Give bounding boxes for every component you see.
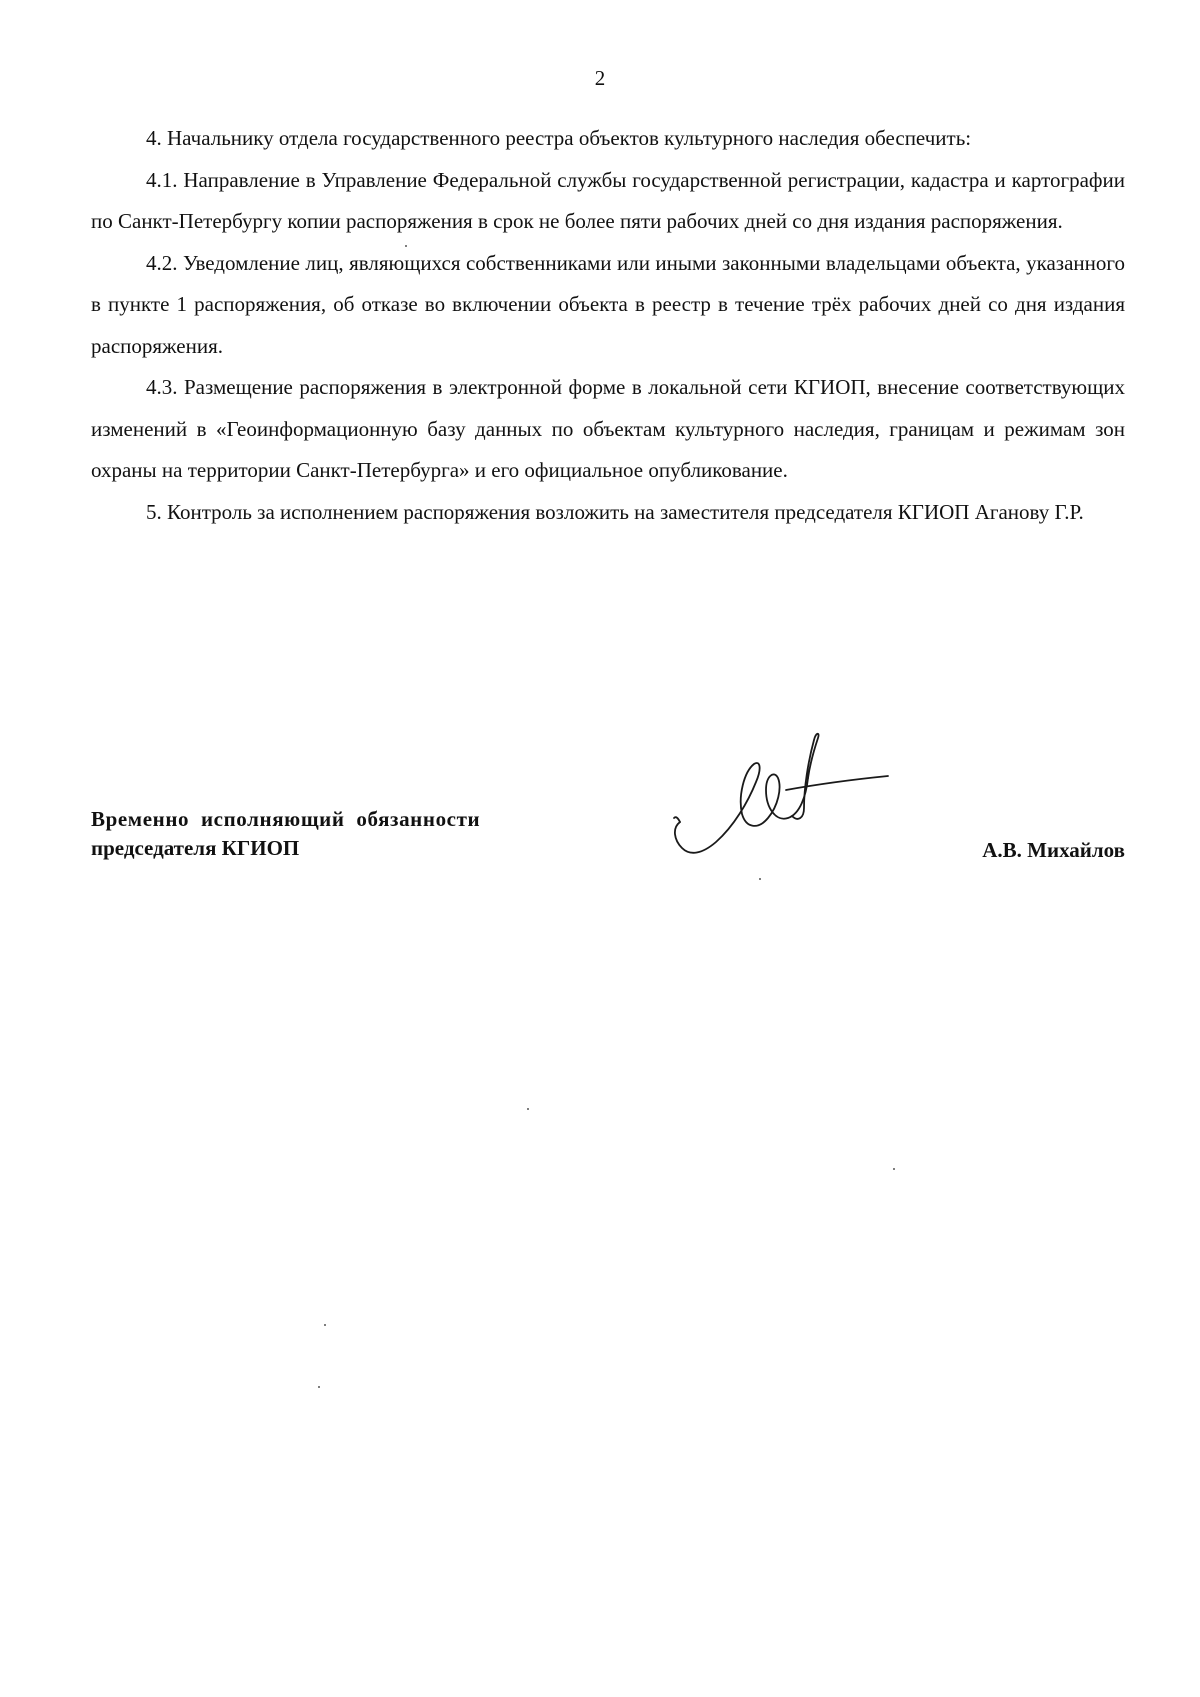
paragraph-4-3: 4.3. Размещение распоряжения в электронной форме в локальной сети КГИОП, внесение соответствующих изменений в «Геоинформационную базу данных по объектам культурного наследия, границам и режимам зон охраны на территории Санкт-Петербурга» и его официальное опубликование.: [91, 375, 1125, 482]
signature-icon: [668, 730, 898, 880]
paragraph-4: 4. Начальнику отдела государственного реестра объектов культурного наследия обеспечить:: [146, 126, 972, 150]
signature-block: [91, 805, 1125, 905]
signer-name: А.В. Михайлов: [982, 838, 1125, 862]
scan-speck: [527, 1108, 529, 1110]
scan-speck: [318, 1386, 320, 1388]
scan-speck: [405, 245, 407, 247]
page-number: 2: [594, 66, 606, 90]
signer-title: [91, 805, 531, 863]
paragraph-4-2: 4.2. Уведомление лиц, являющихся собственниками или иными законными владельцами объекта, указанного в пункте 1 распоряжения, об отказе во включении объекта в реестр в течение трёх рабочих дней со дня издания распоряжения.: [91, 250, 1125, 358]
document-body: [91, 118, 1125, 533]
scan-speck: [759, 878, 761, 880]
signer-title-line2: председателя КГИОП: [91, 836, 300, 860]
scan-speck: [893, 1168, 895, 1170]
paragraph-5: 5. Контроль за исполнением распоряжения возложить на заместителя председателя КГИОП Аганову Г.Р.: [146, 499, 1084, 524]
scan-speck: [324, 1324, 326, 1326]
signer-title-line1: Временно исполняющий обязанности: [91, 807, 481, 831]
paragraph-4-1: 4.1. Направление в Управление Федеральной службы государственной регистрации, кадастра и картографии по Санкт-Петербургу копии распоряжения в срок не более пяти рабочих дней со дня издания распоряжения.: [91, 167, 1125, 233]
